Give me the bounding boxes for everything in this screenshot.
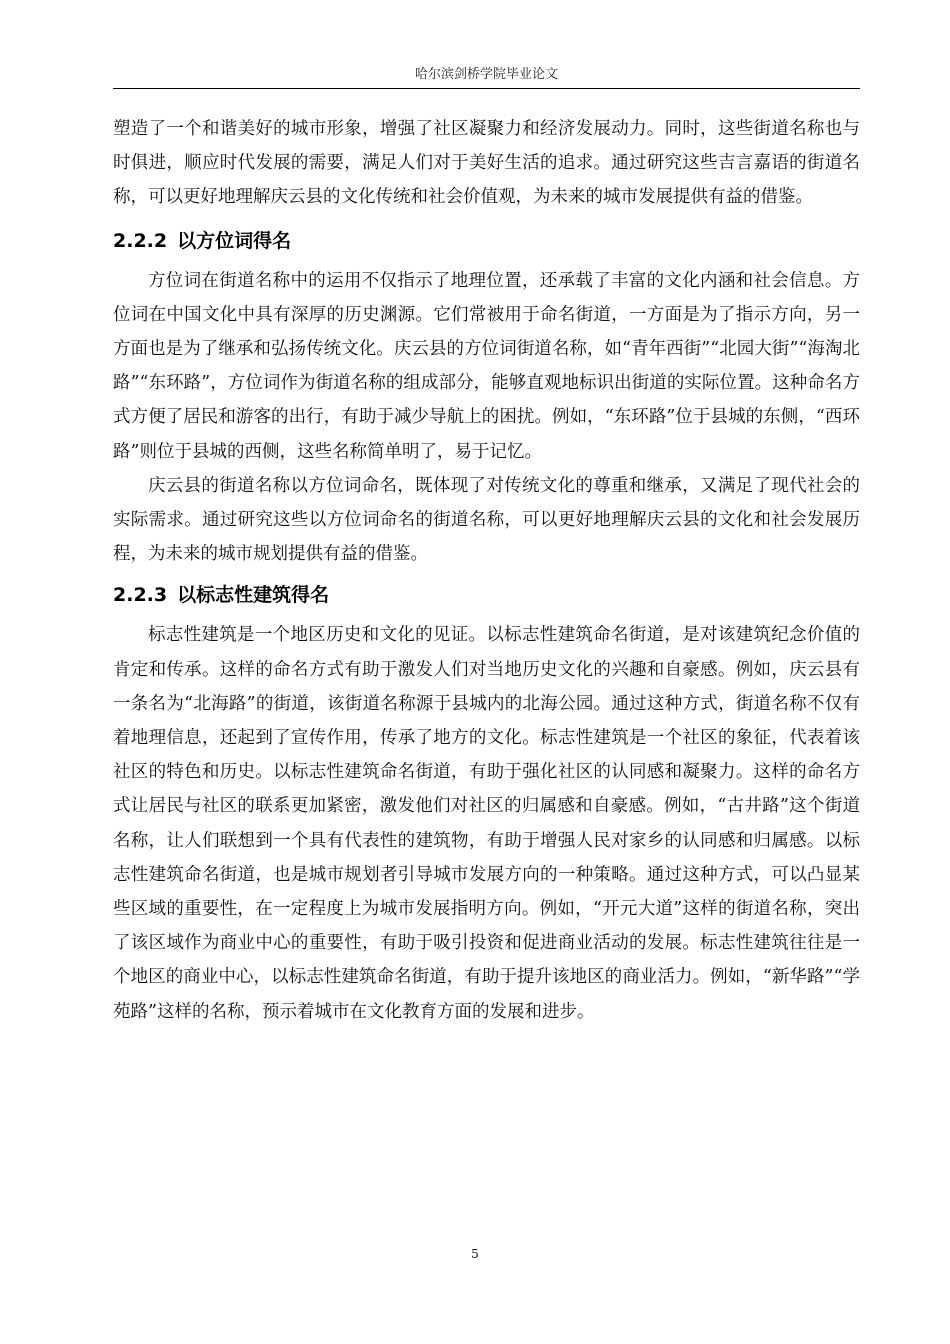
section-heading-2-2-2 [113,219,860,264]
section-number: 2.2.2 [113,229,168,252]
section-number: 2.2.3 [113,584,168,607]
section-paragraph: 方位词在街道名称中的运用不仅指示了地理位置，还承载了丰富的文化内涵和社会信息。方位词在中国文化中具有深厚的历史渊源。它们常被用于命名街道，一方面是为了指示方向，另一方面也是为了继承和弘扬传统文化。庆云县的方位词街道名称，如“青年西街”“北园大街”“海淘北路”“东环路”，方位词作为街道名称的组成部分，能够直观地标识出街道的实际位置。这种命名方式方便了居民和游客的出行，有助于减少导航上的困扰。例如，“东环路”位于县城的东侧，“西环路”则位于县城的西侧，这些名称简单明了，易于记忆。 [113,270,860,462]
page-header: 哈尔滨剑桥学院毕业论文 [113,62,860,89]
section-title: 以标志性建筑得名 [177,584,330,607]
page-number: 5 [471,1247,479,1261]
section-paragraph: 庆云县的街道名称以方位词命名，既体现了对传统文化的尊重和继承，又满足了现代社会的实际需求。通过研究这些以方位词命名的街道名称，可以更好地理解庆云县的文化和社会发展历程，为未来的城市规划提供有益的借鉴。 [113,475,860,565]
document-body [113,112,860,1029]
intro-paragraph: 塑造了一个和谐美好的城市形象，增强了社区凝聚力和经济发展动力。同时，这些街道名称也与时俱进，顺应时代发展的需要，满足人们对于美好生活的追求。通过研究这些吉言嘉语的街道名称，可以更好地理解庆云县的文化传统和社会价值观，为未来的城市发展提供有益的借鉴。 [113,119,860,208]
section-paragraph: 标志性建筑是一个地区历史和文化的见证。以标志性建筑命名街道，是对该建筑纪念价值的肯定和传承。这样的命名方式有助于激发人们对当地历史文化的兴趣和自豪感。例如，庆云县有一条名为“北海路”的街道，该街道名称源于县城内的北海公园。通过这种方式，街道名称不仅有着地理信息，还起到了宣传作用，传承了地方的文化。标志性建筑是一个社区的象征，代表着该社区的特色和历史。以标志性建筑命名街道，有助于强化社区的认同感和凝聚力。这样的命名方式让居民与社区的联系更加紧密，激发他们对社区的归属感和自豪感。例如，“古井路”这个街道名称，让人们联想到一个具有代表性的建筑物，有助于增强人民对家乡的认同感和归属感。以标志性建筑命名街道，也是城市规划者引导城市发展方向的一种策略。通过这种方式，可以凸显某些区域的重要性，在一定程度上为城市发展指明方向。例如，“开元大道”这样的街道名称，突出了该区域作为商业中心的重要性，有助于吸引投资和促进商业活动的发展。标志性建筑往往是一个地区的商业中心，以标志性建筑命名街道，有助于提升该地区的商业活力。例如，“新华路”“学苑路”这样的名称，预示着城市在文化教育方面的发展和进步。 [113,625,860,1022]
section-title: 以方位词得名 [177,229,292,252]
section-heading-2-2-3 [113,573,860,618]
